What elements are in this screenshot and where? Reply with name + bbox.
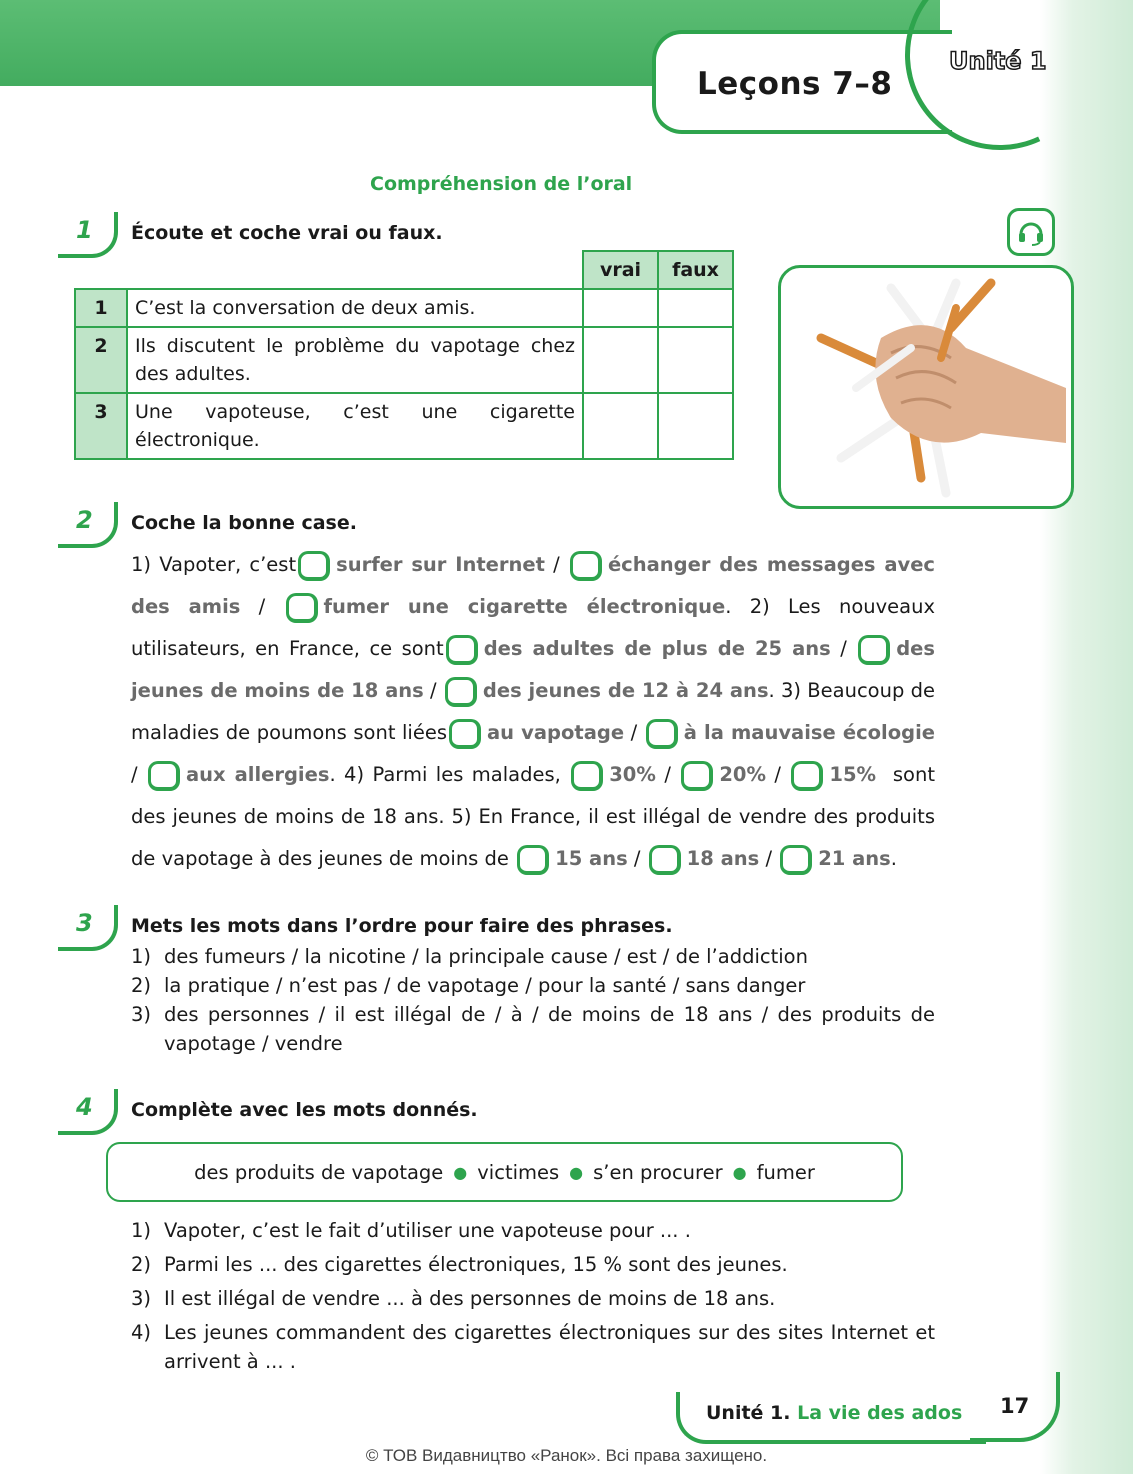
word-bank-item: victimes: [477, 1160, 560, 1184]
list-item: 3) Il est illégal de vendre ... à des personnes de moins de 18 ans.: [131, 1287, 776, 1310]
exercise-2-title: Coche la bonne case.: [131, 512, 357, 534]
list-item: 1) Vapoter, c’est le fait d’utiliser une vapoteuse pour ... .: [131, 1219, 691, 1242]
list-item: 1) des fumeurs / la nicotine / la principale cause / est / de l’addiction: [131, 945, 808, 968]
copyright-notice: © ТОВ Видавництво «Ранок». Всі права захищено.: [365, 1446, 768, 1465]
column-header-faux: faux: [658, 251, 733, 289]
word-bank: [106, 1142, 903, 1202]
word-bank-item: s’en procurer: [593, 1160, 723, 1184]
exercise-3-title: Mets les mots dans l’ordre pour faire des phrases.: [131, 915, 673, 937]
list-item: 2) la pratique / n’est pas / de vapotage / pour la santé / sans danger: [131, 974, 806, 997]
checkbox[interactable]: [446, 635, 478, 665]
checkbox[interactable]: [570, 551, 602, 581]
bullet-icon: ●: [732, 1162, 747, 1182]
checkbox[interactable]: [445, 677, 477, 707]
faux-checkbox[interactable]: [658, 289, 733, 327]
checkbox[interactable]: [780, 845, 812, 875]
bullet-icon: ●: [569, 1162, 584, 1182]
table-row: [75, 289, 733, 327]
checkbox[interactable]: [571, 761, 603, 791]
row-number: 2: [75, 327, 127, 393]
exercise-1-title: Écoute et coche vrai ou faux.: [131, 222, 443, 244]
checkbox[interactable]: [148, 761, 180, 791]
checkbox[interactable]: [649, 845, 681, 875]
footer-unit-label: Unité 1. La vie des ados: [706, 1402, 963, 1424]
word-bank-item: fumer: [756, 1160, 815, 1184]
bullet-icon: ●: [453, 1162, 468, 1182]
checkbox[interactable]: [646, 719, 678, 749]
checkbox[interactable]: [681, 761, 713, 791]
row-number: 3: [75, 393, 127, 459]
row-statement: Une vapoteuse, c’est une cigarette électronique.: [127, 393, 583, 459]
word-bank-item: des produits de vapotage: [194, 1160, 444, 1184]
column-header-vrai: vrai: [583, 251, 658, 289]
list-item: 4) Les jeunes commandent des cigarettes électroniques sur des sites Internet et arrivent à ... .: [131, 1321, 935, 1373]
headphones-icon: [1007, 208, 1055, 256]
exercise-3-list: [131, 942, 935, 1058]
table-row: [75, 393, 733, 459]
section-title: Compréhension de l’oral: [370, 173, 633, 195]
exercise-2-text: 1) Vapoter, c’est surfer sur Internet / échanger des messages avec des amis / fumer une cigarette électronique. 2) Les nouveaux utilisateurs, en France, ce sont des adultes de plus de 25 ans / des jeunes de moins de 18 ans / des jeunes de 12 à 24 ans. 3) Beaucoup de maladies de poumons sont liées au vapotage / à la mauvaise écologie / aux allergies. 4) Parmi les malades, 30% / 20% / 15% sont des jeunes de moins de 18 ans. 5) En France, il est illégal de vendre des produits de vapotage à des jeunes de moins de 15 ans / 18 ans / 21 ans.: [131, 544, 935, 880]
row-statement: Ils discutent le problème du vapotage chez des adultes.: [127, 327, 583, 393]
list-item: 2) Parmi les ... des cigarettes électroniques, 15 % sont des jeunes.: [131, 1253, 788, 1276]
vrai-checkbox[interactable]: [583, 289, 658, 327]
row-number: 1: [75, 289, 127, 327]
checkbox[interactable]: [286, 593, 318, 623]
list-item: 3) des personnes / il est illégal de / à / de moins de 18 ans / des produits de vapotage / vendre: [131, 1003, 935, 1055]
table-row: [75, 327, 733, 393]
cigarettes-photo: [778, 265, 1074, 509]
checkbox[interactable]: [858, 635, 890, 665]
unit-badge: Unité 1: [949, 47, 1047, 75]
exercise-number-2: 2: [58, 502, 118, 552]
page-number: 17: [1000, 1394, 1030, 1418]
checkbox[interactable]: [791, 761, 823, 791]
true-false-table: [74, 250, 734, 460]
faux-checkbox[interactable]: [658, 393, 733, 459]
exercise-number-3: 3: [58, 905, 118, 955]
faux-checkbox[interactable]: [658, 327, 733, 393]
row-statement: C’est la conversation de deux amis.: [127, 289, 583, 327]
checkbox[interactable]: [517, 845, 549, 875]
checkbox[interactable]: [449, 719, 481, 749]
exercise-4-list: [131, 1216, 935, 1376]
vrai-checkbox[interactable]: [583, 393, 658, 459]
vrai-checkbox[interactable]: [583, 327, 658, 393]
checkbox[interactable]: [298, 551, 330, 581]
page-title: Leçons 7–8: [697, 66, 893, 102]
exercise-number-4: 4: [58, 1089, 118, 1139]
exercise-4-title: Complète avec les mots donnés.: [131, 1099, 478, 1121]
exercise-number-1: 1: [58, 212, 118, 262]
